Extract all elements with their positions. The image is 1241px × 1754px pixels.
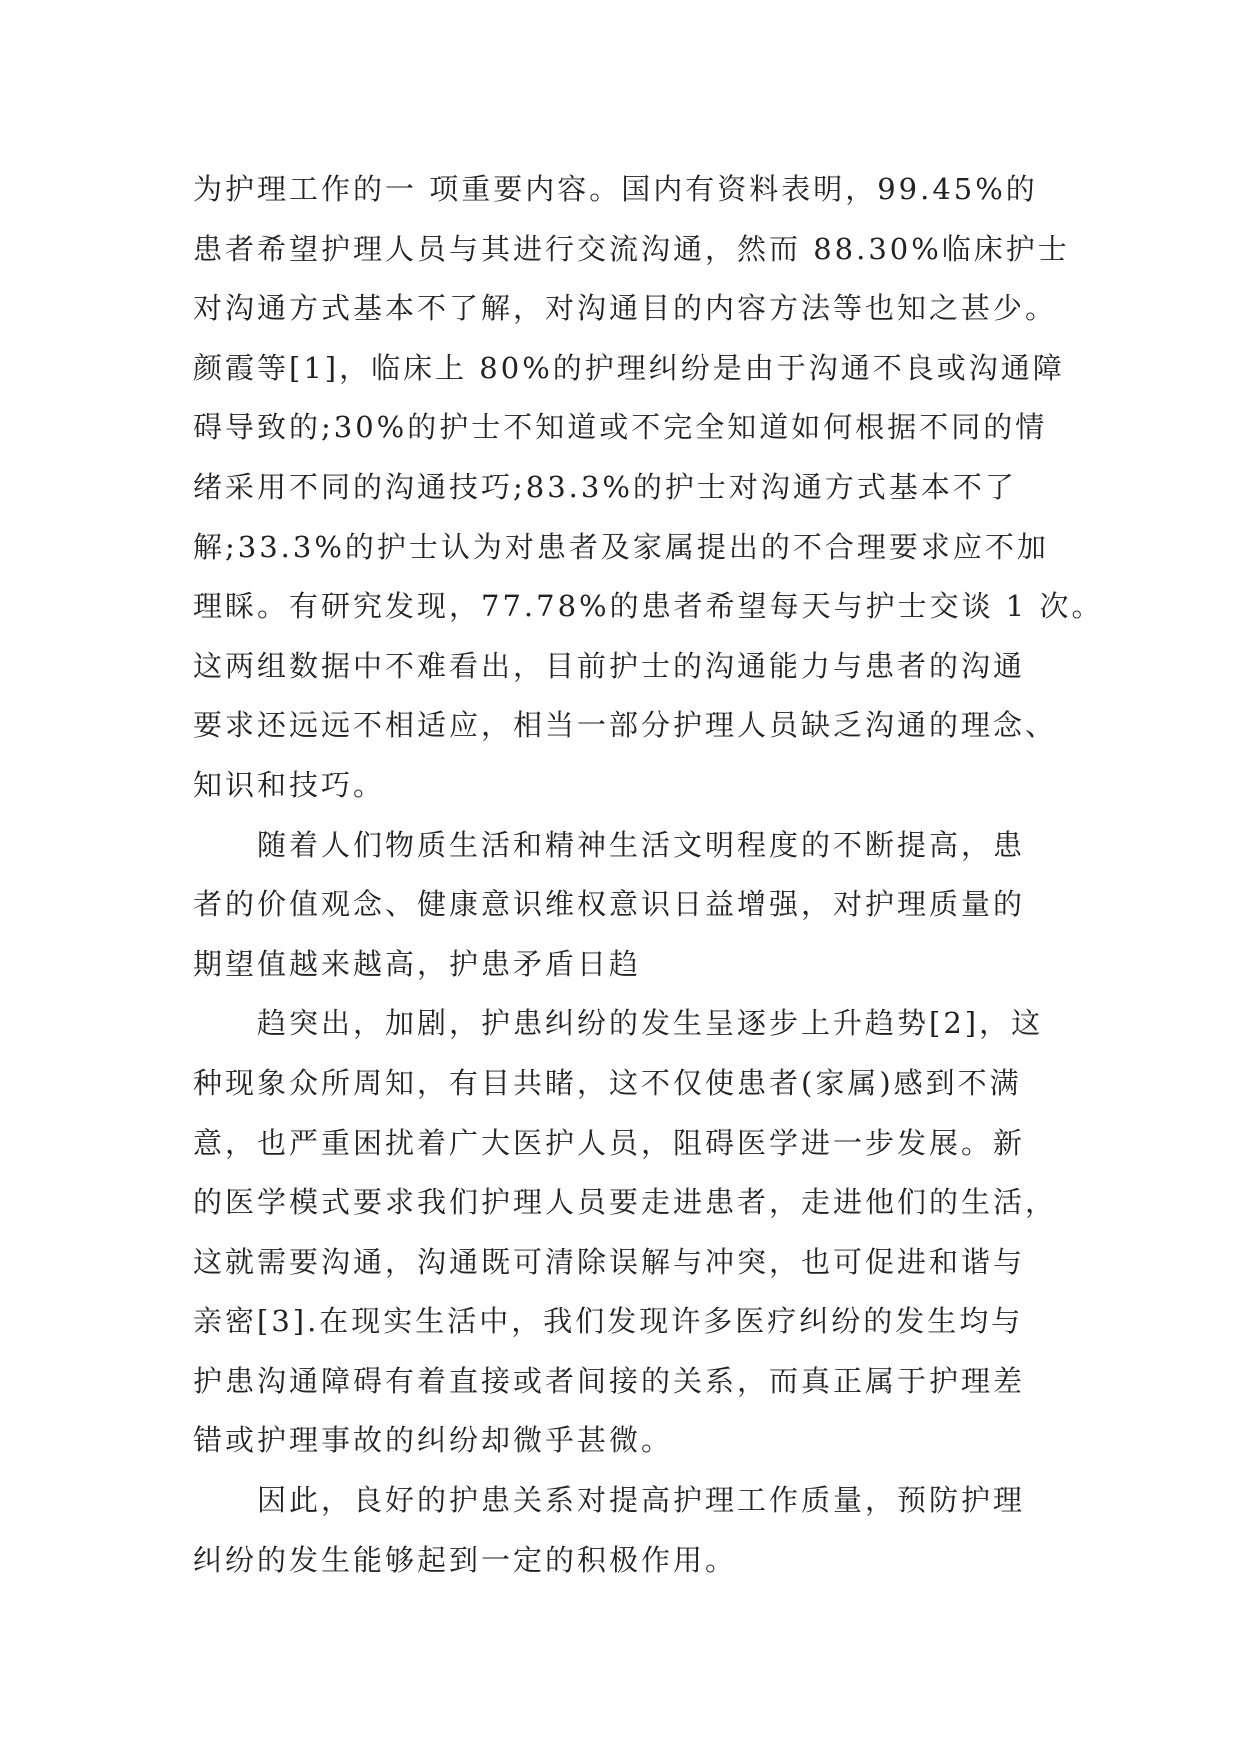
text-line: 这就需要沟通，沟通既可清除误解与冲突，也可促进和谐与 [193,1244,1026,1279]
text-line: 期望值越来越高，护患矛盾日趋 [193,946,642,981]
paragraph-2 [193,816,1093,995]
text-line: 因此，良好的护患关系对提高护理工作质量，预防护理 [257,1483,1026,1518]
paragraph-3 [193,994,1093,1471]
text-line: 为护理工作的一 项重要内容。国内有资料表明，99.45%的 [193,172,1038,206]
text-line: 绪采用不同的沟通技巧;83.3%的护士对沟通方式基本不了 [193,469,1017,504]
text-line: 理睬。有研究发现，77.78%的患者希望每天与护士交谈 1 次。 [193,589,1104,624]
text-line: 颜霞等[1]，临床上 80%的护理纠纷是由于沟通不良或沟通障 [193,350,1065,385]
text-line: 碍导致的;30%的护士不知道或不完全知道如何根据不同的情 [193,410,1048,445]
text-line: 纠纷的发生能够起到一定的积极作用。 [193,1542,738,1577]
text-line: 者的价值观念、健康意识维权意识日益增强，对护理质量的 [193,887,1026,922]
text-line: 种现象众所周知，有目共睹，这不仅使患者(家属)感到不满 [193,1065,1022,1100]
text-line: 随着人们物质生活和精神生活文明程度的不断提高，患 [257,827,1026,862]
text-line: 解;33.3%的护士认为对患者及家属提出的不合理要求应不加 [193,529,1049,564]
text-line: 意，也严重困扰着广大医护人员，阻碍医学进一步发展。新 [193,1125,1026,1160]
text-line: 患者希望护理人员与其进行交流沟通，然而 88.30%临床护士 [193,231,1070,266]
text-line: 错或护理事故的纠纷却微乎甚微。 [193,1423,674,1458]
text-line: 知识和技巧。 [193,767,386,802]
text-line: 的医学模式要求我们护理人员要走进患者，走进他们的生活， [193,1185,1058,1220]
paragraph-1 [193,160,1104,816]
text-line: 要求还远远不相适应，相当一部分护理人员缺乏沟通的理念、 [193,708,1058,743]
text-line: 趋突出，加剧，护患纠纷的发生呈逐步上升趋势[2]，这 [257,1006,1044,1041]
text-line: 这两组数据中不难看出，目前护士的沟通能力与患者的沟通 [193,648,1026,683]
text-line: 护患沟通障碍有着直接或者间接的关系，而真正属于护理差 [193,1363,1026,1398]
text-line: 对沟通方式基本不了解，对沟通目的内容方法等也知之甚少。 [193,291,1058,326]
paragraph-4 [193,1471,1093,1590]
body-text [193,160,1104,1590]
text-line: 亲密[3].在现实生活中，我们发现许多医疗纠纷的发生均与 [193,1304,1024,1339]
